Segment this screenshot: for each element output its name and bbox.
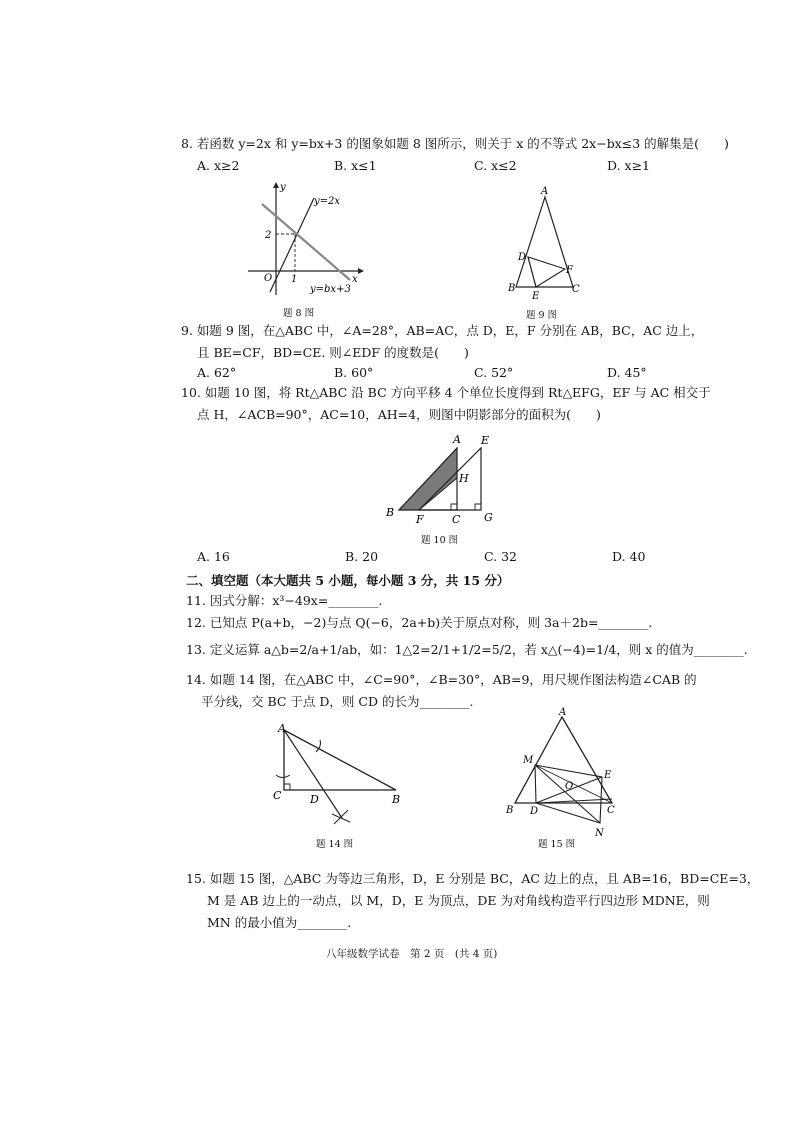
q8-y-arrow	[273, 182, 279, 188]
q8-stem: 8. 若函数 y=2x 和 y=bx+3 的图象如题 8 图所示，则关于 x 的不等式 2x−bx≤3 的解集是( )	[181, 136, 729, 151]
q14-label-d: D	[310, 793, 319, 806]
q10-label-b: B	[386, 506, 395, 519]
q15-label-a: A	[559, 707, 567, 718]
q15-label-n: N	[595, 828, 604, 839]
q14-figure	[268, 718, 408, 828]
q10-right-angle-g	[475, 504, 481, 510]
q14-label-a: A	[278, 722, 286, 735]
q8-x-arrow	[358, 268, 364, 274]
q9-triangle-def	[528, 257, 565, 287]
q15-stem-line1: 15. 如题 15 图，△ABC 为等边三角形，D，E 分别是 BC，AC 边上的点，且 AB=16，BD=CE=3，	[186, 871, 760, 886]
q15-label-d: D	[530, 806, 539, 817]
q14-label-b: B	[392, 793, 401, 806]
q9-stem-line1: 9. 如题 9 图，在△ABC 中，∠A=28°，AB=AC，点 D，E，F 分别在 AB，BC，AC 边上，	[181, 323, 704, 338]
q8-option-d: D. x≥1	[607, 158, 650, 173]
section-2-heading: 二、填空题（本大题共 5 小题，每小题 3 分，共 15 分）	[186, 573, 510, 588]
q9-option-a: A. 62°	[197, 365, 237, 380]
q14-arc-4	[334, 810, 348, 824]
q15-diagonal-mn	[535, 765, 600, 823]
q10-label-c: C	[452, 513, 461, 526]
q8-option-b: B. x≤1	[334, 158, 377, 173]
q8-label-y: y	[280, 182, 286, 193]
q14-arc-3	[332, 814, 350, 822]
q10-stem-line2: 点 H，∠ACB=90°，AC=10，AH=4，则图中阴影部分的面积为( )	[197, 407, 601, 422]
q12-stem: 12. 已知点 P(a+b，−2)与点 Q(−6，2a+b)关于原点对称，则 3a＋2b=________.	[186, 615, 653, 630]
q15-label-c: C	[607, 805, 615, 816]
q15-label-m: M	[523, 755, 534, 766]
q9-stem-line2: 且 BE=CF，BD=CE. 则∠EDF 的度数是( )	[197, 345, 469, 360]
q9-option-d: D. 45°	[607, 365, 647, 380]
q14-caption: 题 14 图	[316, 839, 354, 850]
q9-label-e: E	[532, 291, 540, 302]
q14-right-angle	[284, 784, 290, 790]
q8-label-o: O	[264, 273, 273, 284]
q9-option-c: C. 52°	[474, 365, 514, 380]
q14-arc-1	[276, 775, 290, 778]
q8-option-c: C. x≤2	[474, 158, 517, 173]
q10-label-h: H	[459, 472, 469, 485]
q9-label-b: B	[508, 283, 516, 294]
q8-option-a: A. x≥2	[197, 158, 240, 173]
q10-right-angle-c	[451, 504, 457, 510]
q8-figure	[240, 180, 370, 305]
q9-label-a: A	[541, 186, 549, 197]
q10-label-e: E	[481, 434, 490, 447]
q14-stem-line1: 14. 如题 14 图，在△ABC 中，∠C=90°，∠B=30°，AB=9，用尺规作图法构造∠CAB 的	[186, 672, 697, 687]
q10-option-b: B. 20	[345, 549, 379, 564]
q8-label-x: x	[352, 274, 358, 285]
q8-label-2: 2	[265, 230, 272, 241]
q15-stem-line3: MN 的最小值为________.	[207, 915, 352, 930]
q9-label-d: D	[518, 252, 527, 263]
q10-label-a: A	[453, 433, 461, 446]
q13-stem: 13. 定义运算 a△b=2/a+1/ab，如：1△2=2/1+1/2=5/2，若 x△(−4)=1/4，则 x 的值为________.	[186, 642, 748, 657]
q10-option-c: C. 32	[484, 549, 517, 564]
q9-line-de	[528, 257, 536, 287]
q14-arc-2	[316, 740, 321, 752]
q8-label-2x: y=2x	[314, 196, 341, 207]
q8-label-bx3: y=bx+3	[310, 284, 351, 295]
q8-label-1: 1	[291, 274, 298, 285]
q8-caption: 题 8 图	[283, 308, 315, 319]
q9-triangle-abc	[516, 197, 573, 287]
q15-figure	[502, 705, 627, 840]
q14-triangle-abc	[284, 730, 396, 790]
q10-caption: 题 10 图	[421, 535, 459, 546]
page-footer: 八年级数学试卷 第 2 页 (共 4 页)	[326, 948, 498, 960]
q15-label-o: O	[565, 781, 574, 792]
q9-label-c: C	[572, 284, 580, 295]
q9-caption: 题 9 图	[526, 310, 558, 321]
q10-stem-line1: 10. 如题 10 图，将 Rt△ABC 沿 BC 方向平移 4 个单位长度得到 Rt△EFG，EF 与 AC 相交于	[181, 385, 711, 400]
q9-label-f: F	[566, 265, 573, 276]
q14-label-c: C	[273, 789, 282, 802]
q15-stem-line2: M 是 AB 边上的一动点，以 M，D，E 为顶点，DE 为对角线构造平行四边形 MDNE，则	[207, 893, 710, 908]
q10-figure	[383, 430, 503, 530]
q10-option-a: A. 16	[197, 549, 230, 564]
q15-label-b: B	[506, 805, 514, 816]
q9-option-b: B. 60°	[334, 365, 374, 380]
q14-stem-line2: 平分线，交 BC 于点 D，则 CD 的长为________.	[201, 694, 474, 709]
q10-label-g: G	[484, 511, 493, 524]
q10-option-d: D. 40	[612, 549, 646, 564]
q10-label-f: F	[416, 513, 424, 526]
q11-stem: 11. 因式分解：x³−49x=________.	[186, 593, 383, 608]
q9-figure	[505, 184, 585, 304]
q15-label-e: E	[604, 770, 612, 781]
q15-caption: 题 15 图	[538, 839, 576, 850]
